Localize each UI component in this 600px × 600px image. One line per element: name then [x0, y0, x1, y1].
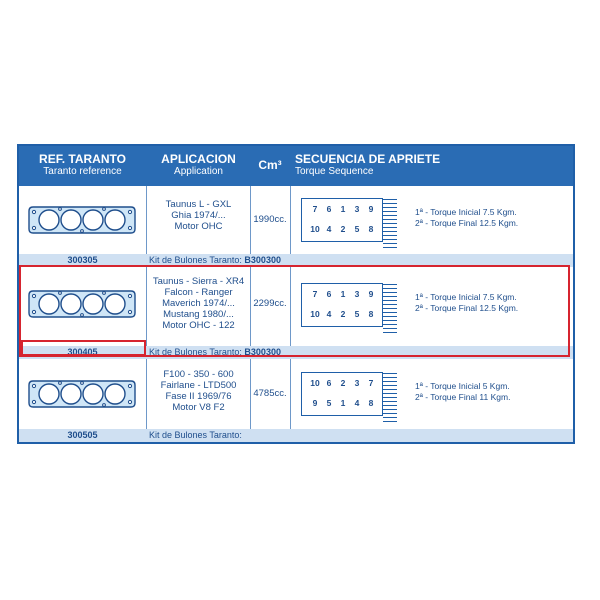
cc-header-title: Cm³ [258, 158, 282, 172]
application-cell [147, 369, 250, 413]
table-row[interactable] [19, 359, 573, 429]
sequence-number: 5 [354, 224, 360, 234]
sequence-number: 7 [312, 204, 318, 214]
kit-code: B300300 [244, 347, 281, 357]
application-line: Mustang 1980/... [163, 309, 234, 320]
displacement-cell: 2299cc. [253, 298, 287, 309]
torque-initial: 1ª - Torque Inicial 7.5 Kgm. [415, 207, 517, 217]
ref-header-subtitle: Taranto reference [43, 166, 122, 177]
sequence-number: 9 [368, 289, 374, 299]
ref-number: 300305 [67, 255, 98, 265]
fan-fins-icon [383, 373, 397, 413]
application-line: Fairlane - LTD500 [160, 380, 237, 391]
sequence-number: 1 [340, 289, 346, 299]
kit-code: B300300 [244, 255, 281, 265]
app-header [147, 146, 250, 186]
kit-row [19, 429, 573, 442]
sequence-number: 5 [326, 398, 332, 408]
application-line: Taunus - Sierra - XR4 [152, 276, 245, 287]
sequence-number: 7 [368, 378, 374, 388]
sequence-number: 10 [310, 309, 320, 319]
fan-fins-icon [383, 199, 397, 239]
kit-text [149, 429, 242, 442]
selected-ref-highlight [21, 340, 146, 356]
sequence-number: 9 [368, 204, 374, 214]
torque-sequence-diagram [301, 198, 383, 242]
application-line: Taunus L - GXL [165, 199, 232, 210]
head-gasket-4cyl-icon [27, 203, 137, 237]
seq-header-title: SECUENCIA DE APRIETE [295, 152, 441, 166]
table-header [19, 146, 573, 186]
torque-spec [415, 207, 518, 229]
sequence-number: 3 [354, 289, 360, 299]
sequence-number: 4 [326, 309, 332, 319]
torque-initial: 1ª - Torque Inicial 5 Kgm. [415, 381, 510, 391]
sequence-number: 3 [354, 204, 360, 214]
app-header-subtitle: Application [174, 166, 223, 177]
application-line: F100 - 350 - 600 [163, 369, 234, 380]
kit-label: Kit de Bulones Taranto: [149, 347, 242, 357]
app-header-title: APLICACION [161, 152, 236, 166]
torque-final: 2ª - Torque Final 11 Kgm. [415, 392, 511, 402]
ref-header-title: REF. TARANTO [39, 152, 126, 166]
sequence-number: 4 [354, 398, 360, 408]
seq-header [295, 146, 565, 186]
sequence-number: 6 [326, 378, 332, 388]
sequence-number: 2 [340, 309, 346, 319]
application-line: Falcon - Ranger [164, 287, 233, 298]
application-line: Motor V8 F2 [172, 402, 225, 413]
table-row[interactable] [19, 186, 573, 254]
displacement-cell: 4785cc. [253, 388, 287, 399]
application-line: Fase II 1969/76 [165, 391, 232, 402]
displacement-cell: 1990cc. [253, 214, 287, 225]
torque-final: 2ª - Torque Final 12.5 Kgm. [415, 303, 519, 313]
sequence-number: 8 [368, 224, 374, 234]
sequence-number: 8 [368, 398, 374, 408]
head-gasket-v8-icon [27, 377, 137, 411]
seq-header-subtitle: Torque Sequence [295, 166, 374, 177]
sequence-number: 10 [310, 224, 320, 234]
sequence-number: 8 [368, 309, 374, 319]
sequence-number: 7 [312, 289, 318, 299]
sequence-number: 4 [326, 224, 332, 234]
sequence-number: 3 [354, 378, 360, 388]
sequence-number: 1 [340, 398, 346, 408]
torque-final: 2ª - Torque Final 12.5 Kgm. [415, 218, 519, 228]
kit-label: Kit de Bulones Taranto: [149, 430, 242, 440]
torque-spec [415, 381, 510, 403]
sequence-number: 6 [326, 289, 332, 299]
application-line: Motor OHC - 122 [162, 320, 235, 331]
sequence-number: 9 [312, 398, 318, 408]
ref-number: 300405 [67, 347, 98, 357]
application-cell [147, 199, 250, 232]
application-line: Motor OHC [174, 221, 223, 232]
application-line: Ghia 1974/... [171, 210, 226, 221]
torque-sequence-diagram [301, 372, 383, 416]
torque-initial: 1ª - Torque Inicial 7.5 Kgm. [415, 292, 517, 302]
cc-header [251, 146, 289, 186]
sequence-number: 6 [326, 204, 332, 214]
ref-number: 300505 [67, 430, 98, 440]
application-line: Maverich 1974/... [162, 298, 235, 309]
sequence-number: 10 [310, 378, 320, 388]
sequence-number: 5 [354, 309, 360, 319]
sequence-number: 2 [340, 224, 346, 234]
sequence-number: 1 [340, 204, 346, 214]
sequence-number: 2 [340, 378, 346, 388]
ref-header [19, 146, 146, 186]
kit-label: Kit de Bulones Taranto: [149, 255, 242, 265]
